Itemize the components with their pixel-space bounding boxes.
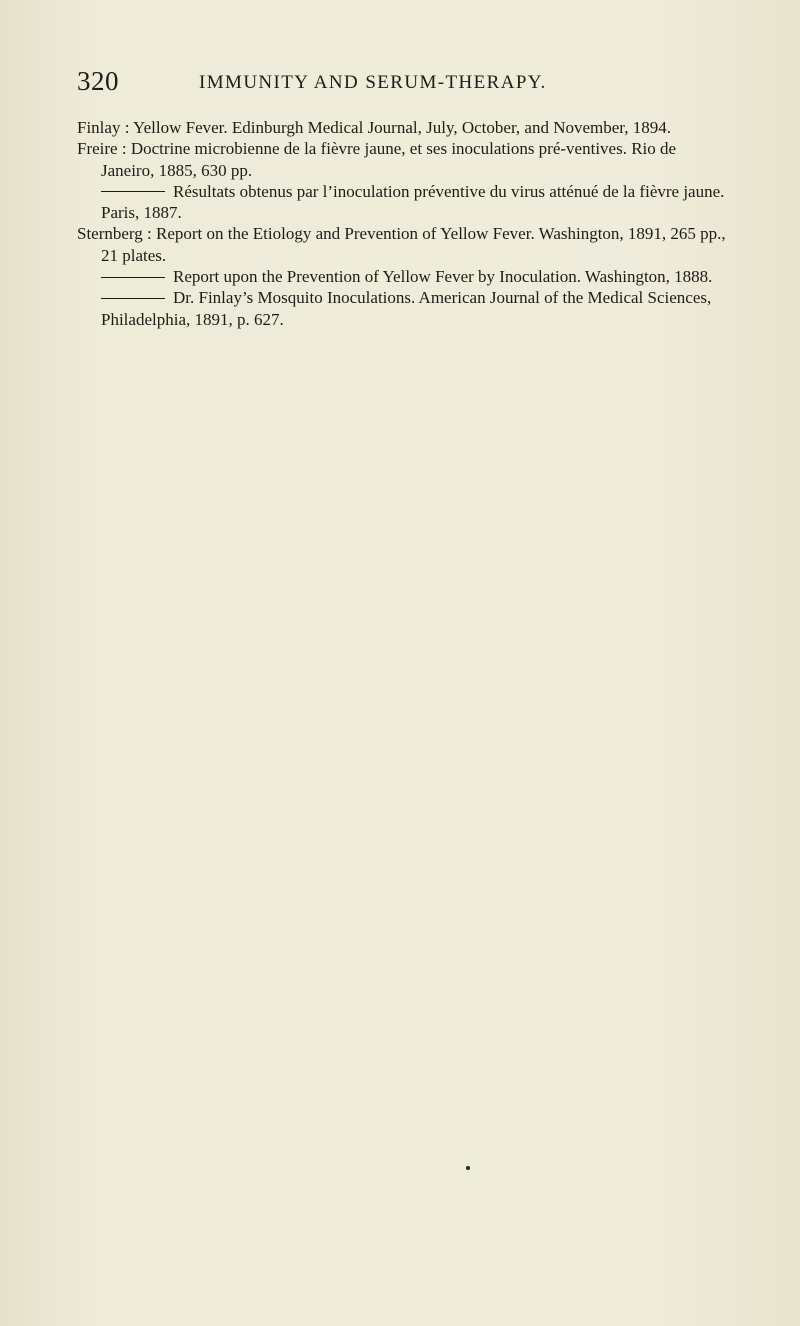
reference-text: Yellow Fever. Edinburgh Medical Journal, July, October, and November, 1894. (133, 118, 672, 137)
reference-list (77, 117, 727, 330)
page-number: 320 (77, 66, 119, 96)
ditto-dash (101, 277, 165, 278)
reference-text: Dr. Finlay’s Mosquito Inoculations. American Journal of the Medical Sciences, Philadelphia, 1891, p. 627. (101, 288, 712, 329)
reference-author: Freire : (77, 139, 127, 159)
reference-text: Report on the Etiology and Prevention of Yellow Fever. Washington, 1891, 265 pp., 21 plates. (101, 224, 726, 265)
page-header (77, 66, 637, 106)
reference-entry-ditto (77, 181, 727, 224)
ditto-dash (101, 298, 165, 299)
reference-text: Report upon the Prevention of Yellow Fever by Inoculation. Washington, 1888. (173, 267, 713, 287)
reference-entry (77, 223, 727, 266)
reference-entry-ditto (77, 287, 727, 330)
reference-text: Doctrine microbienne de la fièvre jaune, et ses inoculations pré-ventives. Rio de Janeiro, 1885, 630 pp. (101, 139, 677, 180)
reference-author: Finlay : (77, 118, 130, 137)
ditto-dash (101, 191, 165, 192)
ink-speck (466, 1166, 470, 1170)
running-title: IMMUNITY AND SERUM-THERAPY. (199, 72, 547, 93)
reference-text: Résultats obtenus par l’inoculation préventive du virus atténué de la fièvre jaune. Paris, 1887. (101, 181, 725, 223)
reference-entry (77, 117, 727, 138)
reference-entry (77, 138, 727, 181)
reference-author: Sternberg : (77, 224, 152, 244)
reference-entry-ditto (77, 266, 727, 287)
